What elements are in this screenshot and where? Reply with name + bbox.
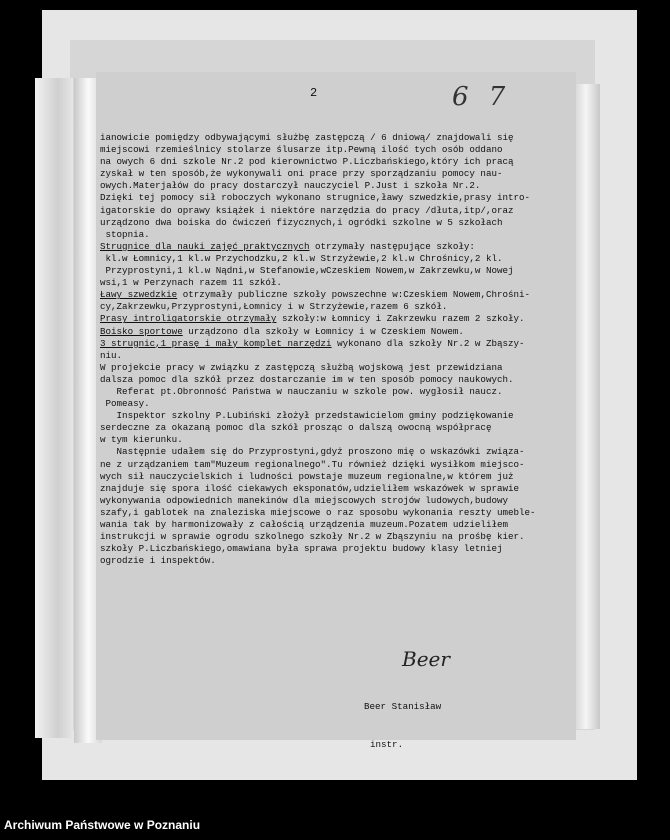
text-line: owych.Materjałów do pracy dostarczył nauczyciel P.Just i szkoła Nr.2. — [100, 180, 481, 192]
text-line: wych sił nauczycielskich i ludności powstaje muzeum regionalne,w którem już — [100, 470, 514, 482]
text-line: Referat pt.Obronność Państwa w nauczaniu w szkole pow. wygłosił naucz. — [100, 385, 503, 397]
signature-text: Beer — [402, 647, 450, 671]
document-page — [96, 72, 576, 750]
text-line: Ławy szwedzkie otrzymały publiczne szkoły powszechne w:Czeskiem Nowem,Chrośni- — [100, 289, 531, 301]
text-line: miejscowi rzemieślnicy stolarze ślusarze itp.Pewną ilość tych osób oddano — [100, 144, 503, 156]
text-line: Strugnice dla nauki zajęć praktycznych otrzymały następujące szkoły: — [100, 240, 475, 252]
text-line: serdeczne za okazaną pomoc dla szkół prosząc o dalszą owocną współpracę — [100, 422, 492, 434]
document-body — [100, 132, 574, 567]
text-line: Następnie udałem się do Przyprostyni,gdyż proszono mię o wskazówki związa- — [100, 446, 525, 458]
text-line: cy,Zakrzewku,Przyprostyni,Łomnicy i w Strzyżewie,razem 6 szkół. — [100, 301, 448, 313]
text-line: zyskał w ten sposób,że wykonywali oni prace przy sporządzaniu pomocy nau- — [100, 168, 503, 180]
binding-strip-left — [35, 78, 73, 738]
text-line: ne z urządzaniem tam"Muzeum regionalnego".Tu również dzięki wysiłkom miejsco- — [100, 458, 525, 470]
text-line: szafy,i gablotek na znaleziska miejscowe o raz sposobu wykonania reszty umeble- — [100, 506, 536, 518]
text-line: niu. — [100, 349, 123, 361]
text-line: wania tak by harmonizowały z całością urządzenia muzeum.Pozatem udzieliłem — [100, 519, 508, 530]
text-line: Pomeasy. — [100, 398, 150, 410]
text-line: Prasy introligatorskie otrzymały szkoły:w Łomnicy i Zakrzewku razem 2 szkoły. — [100, 313, 525, 325]
text-line: ogrodzie i inspektów. — [100, 555, 216, 567]
binding-strip-right — [572, 84, 600, 729]
text-line: stopnia. — [100, 228, 150, 240]
folio-number: 6 7 — [452, 82, 512, 112]
signer-block — [364, 676, 441, 776]
text-line: w tym kierunku. — [100, 434, 183, 446]
text-line: 3 strugnic,1 prasę i mały komplet narzędzi wykonano dla szkoły Nr.2 w Zbąszy- — [100, 337, 525, 349]
underlined-heading: Boisko sportowe — [100, 325, 183, 337]
text-line: Boisko sportowe urządzono dla szkoły w Łomnicy i w Czeskiem Nowem. — [100, 325, 464, 337]
page-number: 2 — [310, 86, 318, 100]
text-line: instrukcji w sprawie ogrodu szkolnego szkoły Nr.2 w Zbąszyniu na prośbę kier. — [100, 531, 525, 543]
text-line: kl.w Łomnicy,1 kl.w Przychodzku,2 kl.w Strzyżewie,2 kl.w Chrośnicy,2 kl. — [100, 252, 503, 264]
signer-title: instr. — [370, 738, 404, 750]
text-line: Przyprostyni,1 kl.w Nądni,w Stefanowie,wCzeskiem Nowem,w Zakrzewku,w Nowej — [100, 265, 514, 277]
underlined-heading: 3 strugnic,1 prasę i mały komplet narzędzi — [100, 337, 332, 349]
text-line: ianowicie pomiędzy odbywającymi służbę zastępczą / 6 dniową/ znajdowali się — [100, 132, 514, 143]
underlined-heading: Prasy introligatorskie otrzymały — [100, 313, 277, 325]
text-line: na owych 6 dni szkole Nr.2 pod kierownictwo P.Liczbańskiego,który ich pracą — [100, 156, 514, 168]
text-line: W projekcie pracy w związku z zastępczą służbą wojskową jest przewidziana — [100, 361, 503, 373]
text-line: urządzono dwa boiska do ćwiczeń fizycznych,i ogródki szkolne w 5 szkołach — [100, 216, 503, 228]
handwritten-signature — [402, 647, 450, 671]
text-line: znajduje się spora ilość ciekawych eksponatów,udzieliłem wskazówek w sprawie — [100, 482, 520, 494]
text-line: Inspektor szkolny P.Lubiński złożył przedstawicielom gminy podziękowanie — [100, 410, 514, 422]
signer-name: Beer Stanisław — [364, 701, 442, 712]
underlined-heading: Ławy szwedzkie — [100, 289, 178, 301]
text-line: szkoły P.Liczbańskiego,omawiana była sprawa projektu budowy klasy letniej — [100, 543, 503, 555]
underlined-heading: Strugnice dla nauki zajęć praktycznych — [100, 240, 310, 252]
text-line: wykonywania odpowiednich manekinów dla miejscowych strojów ludowych,budowy — [100, 494, 508, 506]
text-line: igatorskie do oprawy książek i niektóre narzędzia do pracy /dłuta,itp/,oraz — [100, 204, 514, 216]
text-line: Dzięki tej pomocy sił roboczych wykonano strugnice,ławy szwedzkie,prasy intro- — [100, 192, 531, 204]
text-line: dalsza pomoc dla szkół przez dostarczanie im w ten sposób pomocy naukowych. — [100, 373, 514, 385]
text-line: wsi,1 w Perzynach razem 11 szkół. — [100, 277, 282, 289]
archive-footer: Archiwum Państwowe w Poznaniu — [4, 818, 201, 832]
